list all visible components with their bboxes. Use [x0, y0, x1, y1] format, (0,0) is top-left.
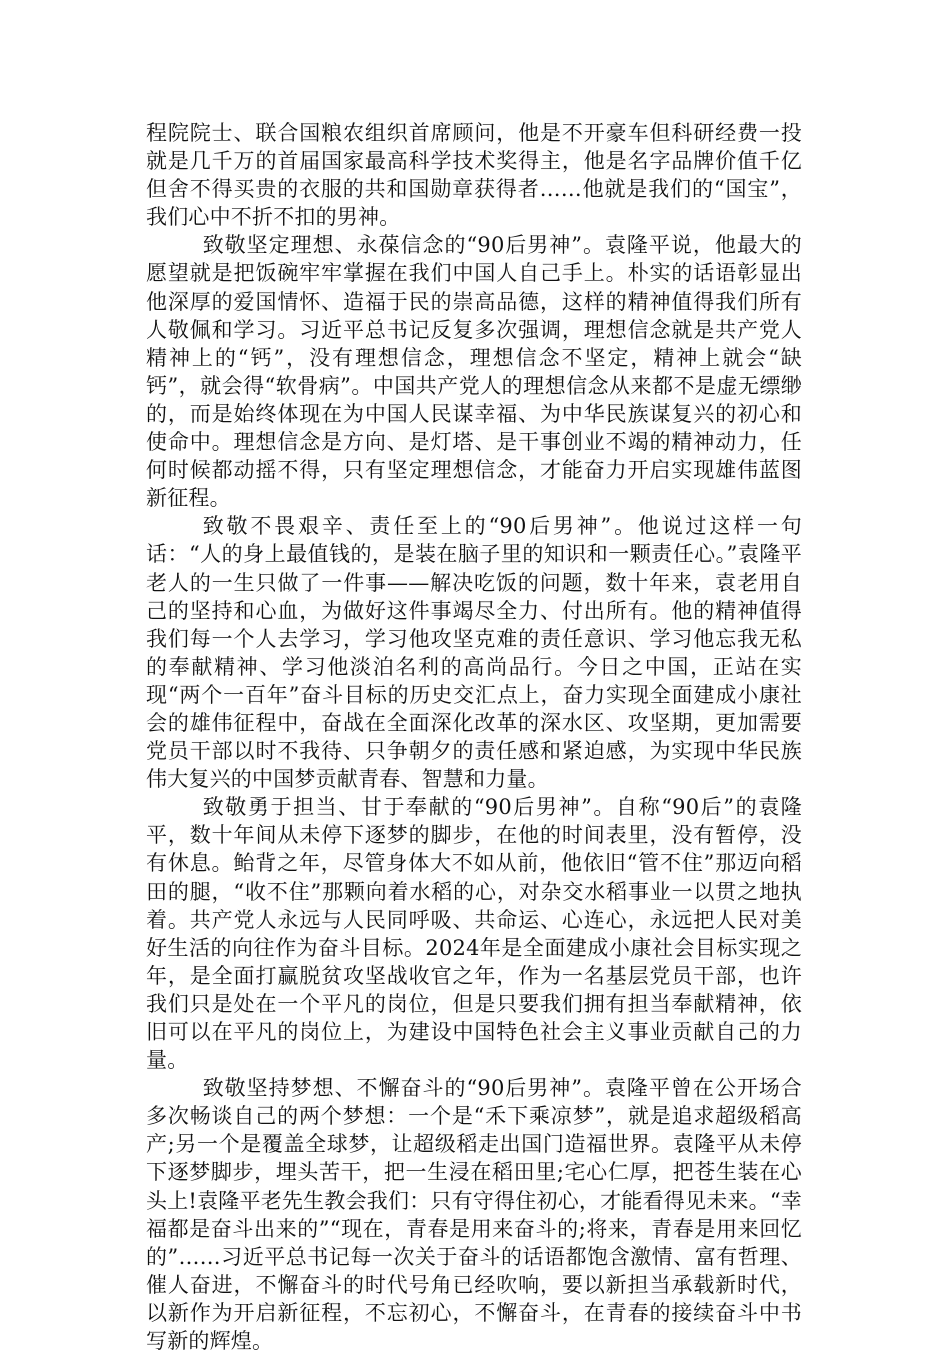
document-body — [146, 119, 802, 1355]
paragraph-3: 致敬不畏艰辛、责任至上的“90后男神”。他说过这样一句话：“人的身上最值钱的，是装在脑子里的知识和一颗责任心。”袁隆平老人的一生只做了一件事——解决吃饭的问题，数十年来，袁老用自己的坚持和心血，为做好这件事竭尽全力、付出所有。他的精神值得我们每一个人去学习，学习他攻坚克难的责任意识、学习他忘我无私的奉献精神、学习他淡泊名利的高尚品行。今日之中国，正站在实现“两个一百年”奋斗目标的历史交汇点上，奋力实现全面建成小康社会的雄伟征程中，奋战在全面深化改革的深水区、攻坚期，更加需要党员干部以时不我待、只争朝夕的责任感和紧迫感，为实现中华民族伟大复兴的中国梦贡献青春、智慧和力量。 — [146, 514, 802, 792]
paragraph-1: 程院院士、联合国粮农组织首席顾问，他是不开豪车但科研经费一投就是几千万的首届国家最高科学技术奖得主，他是名字品牌价值千亿但舍不得买贵的衣服的共和国勋章获得者……他就是我们的“国宝”，我们心中不折不扣的男神。 — [146, 121, 802, 230]
paragraph-4: 致敬勇于担当、甘于奉献的“90后男神”。自称“90后”的袁隆平，数十年间从未停下逐梦的脚步，在他的时间表里，没有暂停，没有休息。鲐背之年，尽管身体大不如从前，他依旧“管不住”那迈向稻田的腿，“收不住”那颗向着水稻的心，对杂交水稻事业一以贯之地执着。共产党人永远与人民同呼吸、共命运、心连心，永远把人民对美好生活的向往作为奋斗目标。2024年是全面建成小康社会目标实现之年，是全面打赢脱贫攻坚战收官之年，作为一名基层党员干部，也许我们只是处在一个平凡的岗位，但是只要我们拥有担当奉献精神，依旧可以在平凡的岗位上，为建设中国特色社会主义事业贡献自己的力量。 — [146, 795, 802, 1073]
paragraph-5: 致敬坚持梦想、不懈奋斗的“90后男神”。袁隆平曾在公开场合多次畅谈自己的两个梦想：一个是“禾下乘凉梦”，就是追求超级稻高产;另一个是覆盖全球梦，让超级稻走出国门造福世界。袁隆平从未停下逐梦脚步，埋头苦干，把一生浸在稻田里;宅心仁厚，把苍生装在心头上!袁隆平老先生教会我们：只有守得住初心，才能看得见未来。“幸福都是奋斗出来的”“现在，青春是用来奋斗的;将来，青春是用来回忆的”……习近平总书记每一次关于奋斗的话语都饱含激情、富有哲理、催人奋进，不懈奋斗的时代号角已经吹响，要以新担当承载新时代，以新作为开启新征程，不忘初心，不懈奋斗，在青春的接续奋斗中书写新的辉煌。 — [146, 1076, 802, 1354]
paragraph-2: 致敬坚定理想、永葆信念的“90后男神”。袁隆平说，他最大的愿望就是把饭碗牢牢掌握在我们中国人自己手上。朴实的话语彰显出他深厚的爱国情怀、造福于民的崇高品德，这样的精神值得我们所有人敬佩和学习。习近平总书记反复多次强调，理想信念就是共产党人精神上的“钙”，没有理想信念，理想信念不坚定，精神上就会“缺钙”，就会得“软骨病”。中国共产党人的理想信念从来都不是虚无缥缈的，而是始终体现在为中国人民谋幸福、为中华民族谋复兴的初心和使命中。理想信念是方向、是灯塔、是干事创业不竭的精神动力，任何时候都动摇不得，只有坚定理想信念，才能奋力开启实现雄伟蓝图新征程。 — [146, 233, 802, 511]
